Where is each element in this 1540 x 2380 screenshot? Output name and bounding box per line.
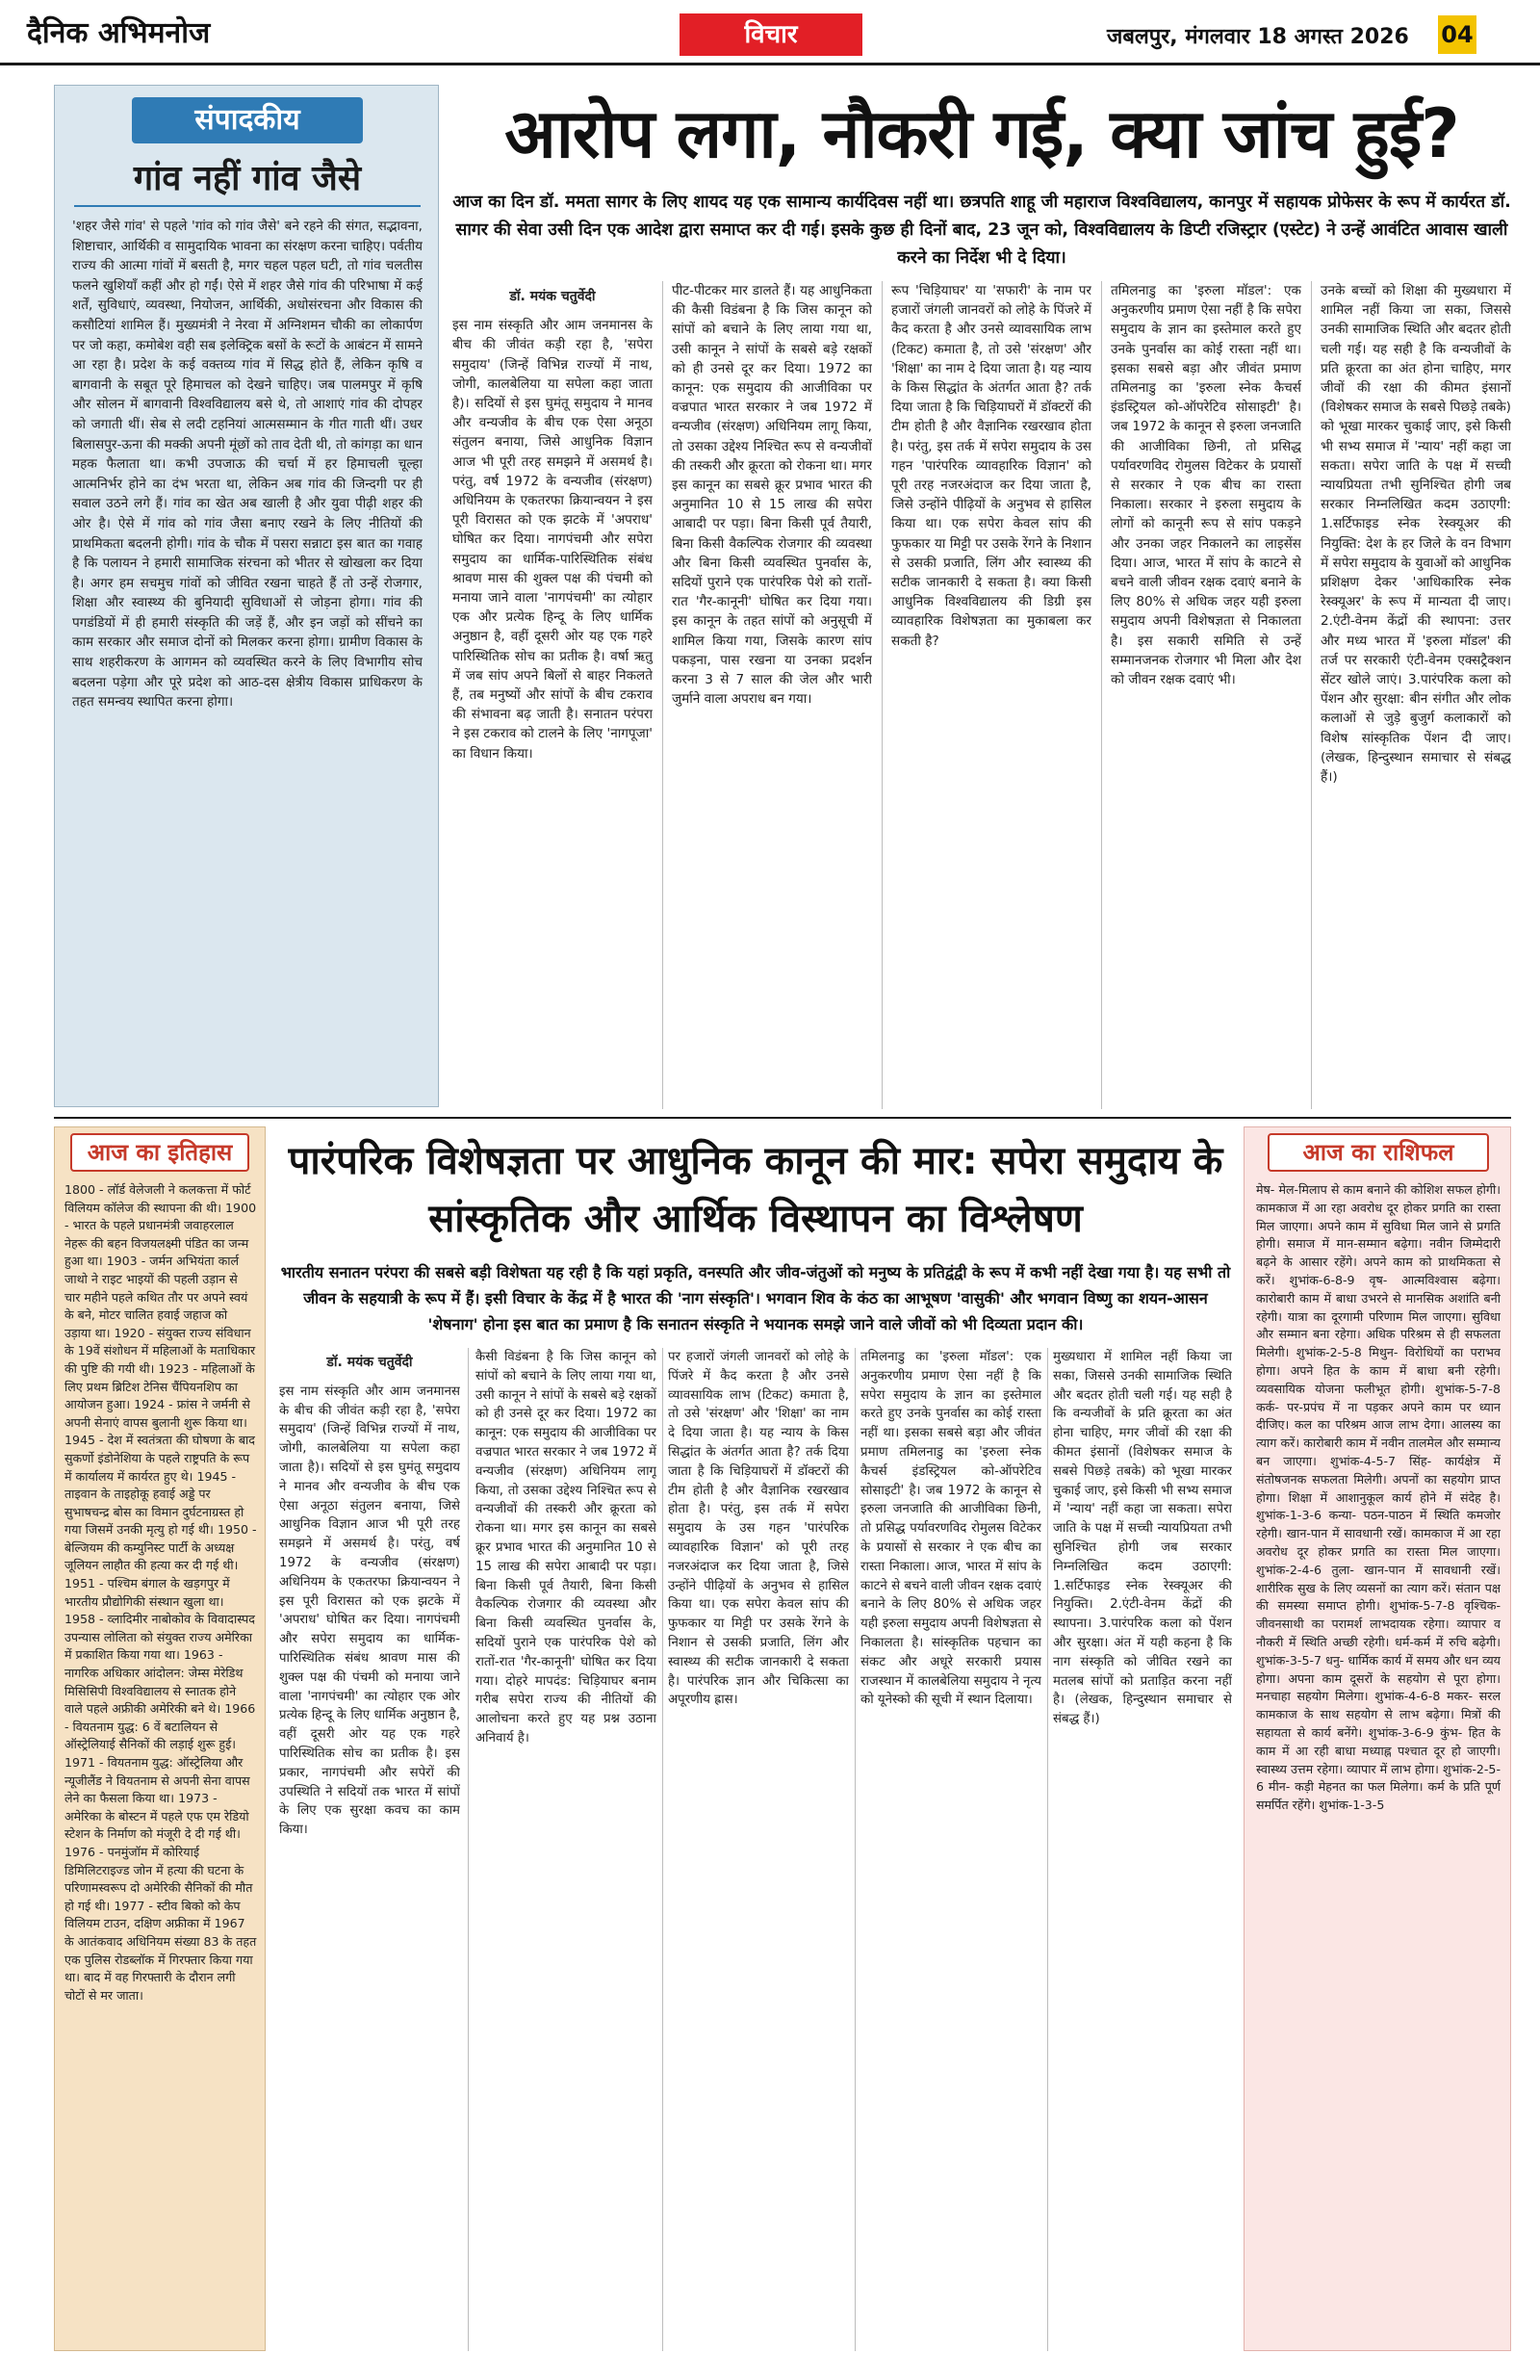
column-divider: [662, 281, 663, 1109]
column-divider: [662, 1348, 663, 2351]
masthead-name: दैनिक अभिमनोज: [27, 16, 211, 50]
editorial-label: संपादकीय: [132, 97, 363, 143]
story2-column-5: मुख्यधारा में शामिल नहीं किया जा सका, जिससे उनकी सामाजिक स्थिति और बदतर होती चली गई। यह सही है कि वन्यजीवों के प्रति क्रूरता का अंत होना चाहिए, मगर जीवों की रक्षा की कीमत इंसानों (विशेषकर समाज के सबसे पिछड़े तबके) को भूखा मारकर चुकाई जाए, इसे किसी भी सभ्य समाज में 'न्याय' नहीं कहा जा सकता। सपेरा जाति के पक्ष में सच्ची न्यायप्रियता तभी सुनिश्चित होगी जब सरकार निम्नलिखित कदम उठाएगी: 1.सर्टिफाइड स्नेक रेस्क्यूअर की नियुक्ति। 2.एंटी-वेनम केंद्रों की स्थापना। 3.पारंपरिक कला को पेंशन और सुरक्षा। अंत में यही कहना है कि नाग संस्कृति को जीवित रखने का मतलब सांपों को प्रताड़ित करना नहीं है। (लेखक, हिन्दुस्थान समाचार से संबद्ध हैं।): [1053, 1350, 1232, 1727]
lead-article-columns: [452, 281, 1511, 1109]
dateline: जबलपुर, मंगलवार 18 अगस्त 2026: [1107, 25, 1409, 49]
lead-column-4: तमिलनाडु का 'इरुला मॉडल': एक अनुकरणीय प्रमाण ऐसा नहीं है कि सपेरा समुदाय के ज्ञान का इस्तेमाल करते हुए उनके पुनर्वास का कोई रास्ता नहीं था। इसका सबसे बड़ा और जीवंत प्रमाण तमिलनाडु का 'इरुला स्नेक कैचर्स इंडस्ट्रियल को-ऑपरेटिव सोसाइटी' है। जब 1972 के कानून से इरुला जनजाति की आजीविका छिनी, तो प्रसिद्ध पर्यावरणविद रोमुलस विटेकर के प्रयासों से सरकार ने एक बीच का रास्ता निकाला। सरकार ने इरुला समुदाय के लोगों को कानूनी रूप से सांप पकड़ने और उनका जहर निकालने का लाइसेंस दिया। आज, भारत में सांप के काटने से बचने वाली जीवन रक्षक दवाएं बनाने के लिए 80% से अधिक जहर यही इरुला समुदाय अपनी विशेषज्ञता से निकालता है। इस सकारी समिति से उन्हें सम्मानजनक रोजगार भी मिला और देश को जीवन रक्षक दवाएं भी।: [1111, 283, 1301, 688]
horoscope-sidebar: [1244, 1126, 1511, 2351]
history-body: 1800 - लॉर्ड वेलेजली ने कलकत्ता में फोर्ट विलियम कॉलेज की स्थापना की थी। 1900 - भारत के पहले प्रधानमंत्री जवाहरलाल नेहरू की बहन विजयलक्ष्मी पंडित का जन्म हुआ था। 1903 - जर्मन अभियंता कार्ल जाथो ने राइट भाइयों की पहली उड़ान से चार महीने पहले कथित तौर पर अपने स्वयं के बने, मोटर चालित हवाई जहाज को उड़ाया था। 1920 - संयुक्त राज्य संविधान के 19वें संशोधन में महिलाओं के मताधिकार की पुष्टि की गयी थी। 1923 - महिलाओं के लिए प्रथम ब्रिटिश टेनिस चैंपियनशिप का आयोजन हुआ। 1924 - फ्रांस ने जर्मनी से अपनी सेनाएं वापस बुलानी शुरू किया था। 1945 - देश में स्वतंत्रता की घोषणा के बाद सुकर्णो इंडोनेशिया के पहले राष्ट्रपति के रूप में कार्यालय में कार्यरत हुए थे। 1945 - ताइवान के ताइहोकू हवाई अड्डे पर सुभाषचन्द्र बोस का विमान दुर्घटनाग्रस्त हो गया जिसमें उनकी मृत्यु हो गई थी। 1950 - बेल्जियम की कम्युनिस्ट पार्टी के अध्यक्ष जूलियन लाहौत की हत्या कर दी गई थी। 1951 - पश्चिम बंगाल के खड़गपुर में भारतीय प्रौद्योगिकी संस्थान खुला था। 1958 - व्लादिमीर नाबोकोव के विवादास्पद उपन्यास लोलिता को संयुक्त राज्य अमेरिका में प्रकाशित किया गया था। 1963 - नागरिक अधिकार आंदोलन: जेम्स मेरेडिथ मिसिसिपी विश्वविद्यालय से स्नातक होने वाले पहले अफ्रीकी अमेरिकी बने थे। 1966 - वियतनाम युद्ध: 6 वें बटालियन से ऑस्ट्रेलियाई सैनिकों की लड़ाई शुरू हुई। 1971 - वियतनाम युद्ध: ऑस्ट्रेलिया और न्यूजीलैंड ने वियतनाम से अपनी सेना वापस लेने का फैसला किया था। 1973 - अमेरिका के बोस्टन में पहले एफ एम रेडियो स्टेशन के निर्माण को मंजूरी दे दी गई थी। 1976 - पनमुंजॉम में कोरियाई डिमिलिटराइज्ड जोन में हत्या की घटना के परिणामस्वरूप दो अमेरिकी सैनिकों की मौत हो गई थी। 1977 - स्टीव बिको को केप विलियम टाउन, दक्षिण अफ्रीका में 1967 के आतंकवाद अधिनियम संख्या 83 के तहत एक पुलिस रोडब्लॉक में गिरफ्तार किया गया था। बाद में वह गिरफ्तारी के दौरान लगी चोटों से मर जाता।: [64, 1182, 257, 2003]
lead-column-5: उनके बच्चों को शिक्षा की मुख्यधारा में शामिल नहीं किया जा सका, जिससे उनकी सामाजिक स्थिति और बदतर होती चली गई। यह सही है कि वन्यजीवों के प्रति क्रूरता का अंत होना चाहिए, मगर जीवों की रक्षा की कीमत इंसानों (विशेषकर समाज के सबसे पिछड़े तबके) को भूखा मारकर चुकाई जाए, इसे किसी भी सभ्य समाज में 'न्याय' नहीं कहा जा सकता। सपेरा जाति के पक्ष में सच्ची न्यायप्रियता तभी सुनिश्चित होगी जब सरकार निम्नलिखित कदम उठाएगी: 1.सर्टिफाइड स्नेक रेस्क्यूअर की नियुक्ति: देश के हर जिले के वन विभाग में सपेरा समुदाय के युवाओं को आधुनिक प्रशिक्षण देकर 'आधिकारिक स्नेक रेस्क्यूअर' के रूप में मान्यता दी जाए। 2.एंटी-वेनम केंद्रों की स्थापना: उत्तर और मध्य भारत में 'इरुला मॉडल' की तर्ज पर सरकारी एंटी-वेनम एक्सट्रैक्शन सेंटर खोले जाएं। 3.पारंपरिक कला को पेंशन और सुरक्षा: बीन संगीत और लोक कलाओं से जुड़े बुजुर्ग कलाकारों को विशेष सांस्कृतिक पेंशन दी जाए। (लेखक, हिन्दुस्थान समाचार से संबद्ध हैं।): [1321, 283, 1511, 786]
story2-column-1: [279, 1348, 460, 2351]
column-divider: [882, 281, 883, 1109]
page-number: 04: [1438, 15, 1476, 54]
lead-column-1-text: इस नाम संस्कृति और आम जनमानस के बीच की जीवंत कड़ी रहा है, 'सपेरा समुदाय' (जिन्हें विभिन्न राज्यों में नाथ, जोगी, कालबेलिया या सपेला कहा जाता है)। सदियों से इस घुमंतू समुदाय ने मानव और वन्यजीव के बीच एक ऐसा अनूठा संतुलन बनाया, जिसे आधुनिक विज्ञान आज भी पूरी तरह समझने में असमर्थ है। परंतु, वर्ष 1972 के वन्यजीव (संरक्षण) अधिनियम के एकतरफा क्रियान्वयन ने इस पूरी विरासत को एक झटके में 'अपराध' घोषित कर दिया। नागपंचमी और सपेरा समुदाय का धार्मिक-पारिस्थितिक संबंध श्रावण मास की शुक्ल पक्ष की पंचमी को मनाया जाने वाला 'नागपंचमी' का त्योहार एक और प्रत्येक हिन्दू के लिए धार्मिक अनुष्ठान है, वहीं दूसरी ओर यह एक गहरे पारिस्थितिक सोच का प्रतीक है। वर्षा ऋतु में जब सांप अपने बिलों से बाहर निकलते हैं, तब मनुष्यों और सांपों के बीच टकराव की संभावना बढ़ जाती है। सनातन परंपरा ने इस टकराव को टालने के लिए 'नागपूजा' का विधान किया।: [452, 318, 653, 762]
lead-byline: डॉ. मयंक चतुर्वेदी: [509, 289, 596, 304]
story2-column-2: कैसी विडंबना है कि जिस कानून को सांपों को बचाने के लिए लाया गया था, उसी कानून ने सांपों के सबसे बड़े रक्षकों को ही उनसे दूर कर दिया। 1972 का कानून: एक समुदाय की आजीविका पर वज्रपात भारत सरकार ने जब 1972 में वन्यजीव (संरक्षण) अधिनियम लागू किया, तो उसका उद्देश्य निश्चित रूप से वन्यजीवों की तस्करी और क्रूरता को रोकना था। मगर इस कानून का सबसे क्रूर प्रभाव भारत की अनुमानित 10 से 15 लाख की सपेरा आबादी पर पड़ा। बिना किसी पूर्व तैयारी, बिना किसी वैकल्पिक रोजगार की व्यवस्था और बिना किसी व्यवस्थित पुनर्वास के, सदियों पुराने एक पारंपरिक पेशे को रातों-रात 'गैर-कानूनी' घोषित कर दिया गया। दोहरे मापदंड: चिड़ियाघर बनाम गरीब सपेरा राज्य की नीतियों की आलोचना करते हुए यह प्रश्न उठाना अनिवार्य है।: [475, 1350, 656, 1746]
section-label: विचार: [680, 13, 862, 56]
story2-article-columns: [279, 1348, 1232, 2351]
history-label: आज का इतिहास: [70, 1133, 249, 1172]
editorial-body: 'शहर जैसे गांव' से पहले 'गांव को गांव जैसे' बने रहने की संगत, सद्भावना, शिष्टाचार, आर्थिकी व सामुदायिक भावना का संरक्षण करना चाहिए। पर्वतीय राज्य की आत्मा गांवों में बसती है, मगर चहल पहल घटी, तो गांव चलतीस फलने खुशियाँ कहीं और हो गईं। ऐसे में शहर जैसे गांव की परिभाषा में कई शर्तें, सुविधाएं, व्यवस्था, नियोजन, आर्थिकी, अधोसंरचना और विकास की कसौटियां शामिल हैं। मुख्यमंत्री ने नेरवा में अग्निशमन चौकी का लोकार्पण पर जो कहा, कमोबेश वही सब इलेक्ट्रिक बसों के रूटों के आबंटन में सामने आ रहा है। प्रदेश के कई वक्तव्य गांव में सिद्ध होते हैं, लेकिन कृषि व बागवानी के सबूत पूरे हिमाचल को देखने चाहिए। जब पालमपुर में कृषि और सोलन में बागवानी विश्वविद्यालय बसे थे, तो आशाएं गांव की दोपहर को जगाती थीं। सेब से लदी टहनियां आत्मसम्मान के गीत गाती थीं। उधर बिलासपुर-ऊना की मक्की अपनी मूंछों को ताव देती थी, तो कांगड़ा का धान महक फैलाता था। कभी उपजाऊ की चर्चा में हर हिमाचली चूल्हा आत्मनिर्भर होने का दंभ भरता था, लेकिन अब गांव की जिन्दगी पर ही सवाल उठने लगे हैं। गांव का खेत अब खाली है और युवा पीढ़ी शहर की ओर है। ऐसे में गांव को गांव जैसा बनाए रखने के लिए नीतियों की प्राथमिकता बदलनी होगी। गांव के चौक में पसरा सन्नाटा इस बात का गवाह है कि पलायन ने हमारी सामाजिक संरचना को भीतर से खोखला कर दिया है। अगर हम सचमुच गांवों को जीवित रखना चाहते हैं तो उन्हें रोजगार, शिक्षा और स्वास्थ्य की बुनियादी सुविधाओं से जोड़ना होगा। गांव की पगडंडियों में ही हमारी संस्कृति की जड़ें हैं, और इन जड़ों को सींचने का काम सरकार और समाज दोनों को मिलकर करना होगा। ग्रामीण विकास के साथ शहरीकरण के आगमन को व्यवस्थित करने के लिए विभागीय सोच बदलना पड़ेगा और पूरे प्रदेश को आठ-दस क्षेत्रीय विकास प्राधिकरण के तहत समन्वय स्थापित करना होगा।: [72, 219, 423, 711]
lead-intro: आज का दिन डॉ. ममता सागर के लिए शायद यह एक सामान्य कार्यदिवस नहीं था। छत्रपति शाहू जी महाराज विश्वविद्यालय, कानपुर में सहायक प्रोफेसर के रूप में कार्यरत डॉ. सागर की सेवा उसी दिन एक आदेश द्वारा समाप्त कर दी गई। इसके कुछ ही दिनों बाद, 23 जून को, विश्वविद्यालय के डिप्टी रजिस्ट्रार (एस्टेट) ने उन्हें आवंटित आवास खाली करने का निर्देश भी दे दिया।: [452, 193, 1511, 268]
horoscope-body: मेष- मेल-मिलाप से काम बनाने की कोशिश सफल होगी। कामकाज में आ रहा अवरोध दूर होकर प्रगति का रास्ता मिल जाएगा। अपने काम में सुविधा मिल जाने से प्रगति होगी। समाज में मान-सम्मान बढ़ेगा। नवीन जिम्मेदारी बढ़ने के आसार रहेंगे। अपने काम को प्राथमिकता से करें। शुभांक-6-8-9 वृष- आत्मविश्वास बढ़ेगा। कारोबारी काम में बाधा उभरने से मानसिक अशांति बनी रहेगी। यात्रा का दूरगामी परिणाम मिल जाएगा। सुविधा और सम्मान बना रहेगा। अधिक परिश्रम से ही सफलता मिलेगी। शुभांक-2-5-8 मिथुन- विरोधियों का पराभव होगा। अपने हित के काम में बाधा बनी रहेगी। व्यवसायिक योजना फलीभूत होगी। शुभांक-5-7-8 कर्क- पर-प्रपंच में ना पड़कर अपने काम पर ध्यान दीजिए। कल का परिश्रम आज लाभ देगा। आलस्य का त्याग करें। कारोबारी काम में नवीन तालमेल और सम्मान्य बन जाएगा। शुभांक-4-5-7 सिंह- कार्यक्षेत्र में संतोषजनक सफलता मिलेगी। अपनों का सहयोग प्राप्त होगा। शिक्षा में आशानुकूल कार्य होने में संदेह है। शुभांक-1-3-6 कन्या- पठन-पाठन में स्थिति कमजोर रहेगी। खान-पान में सावधानी रखें। कामकाज में आ रहा अवरोध दूर होकर प्रगति का रास्ता मिल जाएगा। शुभांक-2-4-6 तुला- खान-पान में सावधानी रखें। शारीरिक सुख के लिए व्यसनों का त्याग करें। संतान पक्ष की समस्या समाप्त होगी। शुभांक-5-7-8 वृश्चिक- जीवनसाथी का परामर्श लाभदायक रहेगा। व्यापार व नौकरी में स्थिति अच्छी रहेगी। धर्म-कर्म में रुचि बढ़ेगी। शुभांक-3-5-7 धनु- धार्मिक कार्य में समय और धन व्यय होगा। अपना काम दूसरों के सहयोग से पूरा होगा। मनचाहा सहयोग मिलेगा। शुभांक-4-6-8 मकर- सरल कामकाज के साथ सहयोग से लाभ बढ़ेगा। मित्रों की सहायता से कार्य बनेंगे। शुभांक-3-6-9 कुंभ- हित के काम में आ रही बाधा मध्याह्न पश्चात दूर हो जाएगी। स्वास्थ्य उत्तम रहेगा। व्यापार में लाभ होगा। शुभांक-2-5-6 मीन- कड़ी मेहनत का फल मिलेगा। कर्म के प्रति पूर्ण समर्पित रहेंगे। शुभांक-1-3-5: [1256, 1182, 1501, 1813]
column-divider: [1101, 281, 1102, 1109]
editorial-title: गांव नहीं गांव जैसे: [133, 159, 362, 198]
column-divider: [855, 1348, 856, 2351]
story2-column-4: तमिलनाडु का 'इरुला मॉडल': एक अनुकरणीय प्रमाण ऐसा नहीं है कि सपेरा समुदाय के ज्ञान का इस्तेमाल करते हुए उनके पुनर्वास का कोई रास्ता नहीं था। इसका सबसे बड़ा और जीवंत प्रमाण तमिलनाडु का 'इरुला स्नेक कैचर्स इंडस्ट्रियल को-ऑपरेटिव सोसाइटी' है। जब 1972 के कानून से इरुला जनजाति की आजीविका छिनी, तो प्रसिद्ध पर्यावरणविद रोमुलस विटेकर के प्रयासों से सरकार ने एक बीच का रास्ता निकाला। आज, भारत में सांप के काटने से बचने वाली जीवन रक्षक दवाएं बनाने के लिए 80% से अधिक जहर यही इरुला समुदाय अपनी विशेषज्ञता से निकालता है। सांस्कृतिक पहचान का संकट और अधूरे सरकारी प्रयास राजस्थान में कालबेलिया समुदाय ने नृत्य को यूनेस्को की सूची में स्थान दिलाया।: [860, 1350, 1041, 1708]
history-sidebar: [54, 1126, 266, 2351]
section-divider: [54, 1117, 1511, 1119]
column-divider: [468, 1348, 469, 2351]
column-divider: [1047, 1348, 1048, 2351]
lead-headline: आरोप लगा, नौकरी गई, क्या जांच हुई?: [504, 94, 1459, 173]
story2-headline: पारंपरिक विशेषज्ञता पर आधुनिक कानून की मार: सपेरा समुदाय के सांस्कृतिक और आर्थिक विस्थापन का विश्लेषण: [288, 1139, 1223, 1241]
story2-column-1-text: इस नाम संस्कृति और आम जनमानस के बीच की जीवंत कड़ी रहा है, 'सपेरा समुदाय' (जिन्हें विभिन्न राज्यों में नाथ, जोगी, कालबेलिया या सपेला कहा जाता है)। सदियों से इस घुमंतू समुदाय ने मानव और वन्यजीव के बीच एक ऐसा अनूठा संतुलन बनाया, जिसे आधुनिक विज्ञान आज भी पूरी तरह समझने में असमर्थ है। परंतु, वर्ष 1972 के वन्यजीव (संरक्षण) अधिनियम के एकतरफा क्रियान्वयन ने इस पूरी विरासत को एक झटके में 'अपराध' घोषित कर दिया। नागपंचमी और सपेरा समुदाय का धार्मिक-पारिस्थितिक संबंध श्रावण मास की शुक्ल पक्ष की पंचमी को मनाया जाने वाला 'नागपंचमी' का त्योहार एक ओर प्रत्येक हिन्दू के लिए धार्मिक अनुष्ठान है, वहीं दूसरी ओर यह एक गहरे पारिस्थितिक सोच का प्रतीक है। इस प्रकार, नागपंचमी और सपेरों की उपस्थिति ने सदियों तक भारत में सांपों के लिए एक सुरक्षा कवच का काम किया।: [279, 1384, 460, 1838]
page-header: [0, 0, 1540, 65]
lead-column-1: [452, 281, 653, 1109]
story2-byline: डॉ. मयंक चतुर्वेदी: [326, 1355, 413, 1370]
lead-column-2: पीट-पीटकर मार डालते हैं। यह आधुनिकता की कैसी विडंबना है कि जिस कानून को सांपों को बचाने के लिए लाया गया था, उसी कानून ने सांपों के सबसे बड़े रक्षकों को ही उनसे दूर कर दिया। 1972 का कानून: एक समुदाय की आजीविका पर वज्रपात भारत सरकार ने जब 1972 में वन्यजीव (संरक्षण) अधिनियम लागू किया, तो उसका उद्देश्य निश्चित रूप से वन्यजीवों की तस्करी और क्रूरता को रोकना था। मगर इस कानून का सबसे क्रूर प्रभाव भारत की अनुमानित 10 से 15 लाख की सपेरा आबादी पर पड़ा। बिना किसी पूर्व तैयारी, बिना किसी वैकल्पिक रोजगार की व्यवस्था और बिना किसी व्यवस्थित पुनर्वास के, सदियों पुराने एक पारंपरिक पेशे को रातों-रात 'गैर-कानूनी' घोषित कर दिया गया। इस कानून के तहत सांपों को अनुसूची में शामिल किया गया, जिसके कारण सांप पकड़ना, पास रखना या उनका प्रदर्शन करना 3 से 7 साल की जेल और भारी जुर्माने वाला अपराध बन गया।: [672, 283, 872, 708]
story2-column-3: पर हजारों जंगली जानवरों को लोहे के पिंजरे में कैद करता है और उनसे व्यावसायिक लाभ (टिकट) कमाता है, तो उसे 'संरक्षण' और 'शिक्षा' का नाम दे दिया जाता है। यह न्याय के किस सिद्धांत के अंतर्गत आता है? तर्क दिया जाता है कि चिड़ियाघरों में डॉक्टरों की टीम होती है और वैज्ञानिक रखरखाव होता है। परंतु, इस तर्क में सपेरा समुदाय के उस गहन 'पारंपरिक व्यावहारिक विज्ञान' को पूरी तरह नजरअंदाज कर दिया जाता है, जिसे उन्होंने पीढ़ियों के अनुभव से हासिल किया था। एक सपेरा केवल सांप की फुफकार या मिट्टी पर उसके रेंगने के निशान से उसकी प्रजाति, लिंग और स्वास्थ्य की सटीक जानकारी दे सकता है। पारंपरिक ज्ञान और चिकित्सा का अपूरणीय ह्रास।: [668, 1350, 849, 1708]
editorial-divider: [74, 205, 421, 207]
lead-column-3: रूप 'चिड़ियाघर' या 'सफारी' के नाम पर हजारों जंगली जानवरों को लोहे के पिंजरे में कैद करता है और उनसे व्यावसायिक लाभ (टिकट) कमाता है, तो उसे 'संरक्षण' और 'शिक्षा' का नाम दे दिया जाता है। यह न्याय के किस सिद्धांत के अंतर्गत आता है? तर्क दिया जाता है कि चिड़ियाघरों में डॉक्टरों की टीम होती है और वैज्ञानिक रखरखाव होता है। परंतु, इस तर्क में सपेरा समुदाय के उस गहन 'पारंपरिक व्यावहारिक विज्ञान' को पूरी तरह नजरअंदाज कर दिया जाता है, जिसे उन्होंने पीढ़ियों के अनुभव से हासिल किया था। एक सपेरा केवल सांप की फुफकार या मिट्टी पर उसके रेंगने के निशान से उसकी प्रजाति, लिंग और स्वास्थ्य की सटीक जानकारी दे सकता है। क्या किसी आधुनिक विश्वविद्यालय की डिग्री इस व्यावहारिक विशेषज्ञता का मुकाबला कर सकती है?: [891, 283, 1091, 649]
horoscope-label: आज का राशिफल: [1268, 1133, 1489, 1172]
column-divider: [1311, 281, 1312, 1109]
editorial-box: [54, 85, 439, 1107]
story2-intro: भारतीय सनातन परंपरा की सबसे बड़ी विशेषता यह रही है कि यहां प्रकृति, वनस्पति और जीव-जंतुओं को मनुष्य के प्रतिद्वंद्वी के रूप में कभी नहीं देखा गया है। यह सभी तो जीवन के सहयात्री के रूप में हैं। इसी विचार के केंद्र में है भारत की 'नाग संस्कृति'। भगवान शिव के कंठ का आभूषण 'वासुकी' और भगवान विष्णु का शयन-आसन 'शेषनाग' होना इस बात का प्रमाण है कि सनातन संस्कृति ने भयानक समझे जाने वाले जीवों को भी दिव्यता प्रदान की।: [280, 1263, 1231, 1333]
masthead-logo: [27, 12, 210, 51]
